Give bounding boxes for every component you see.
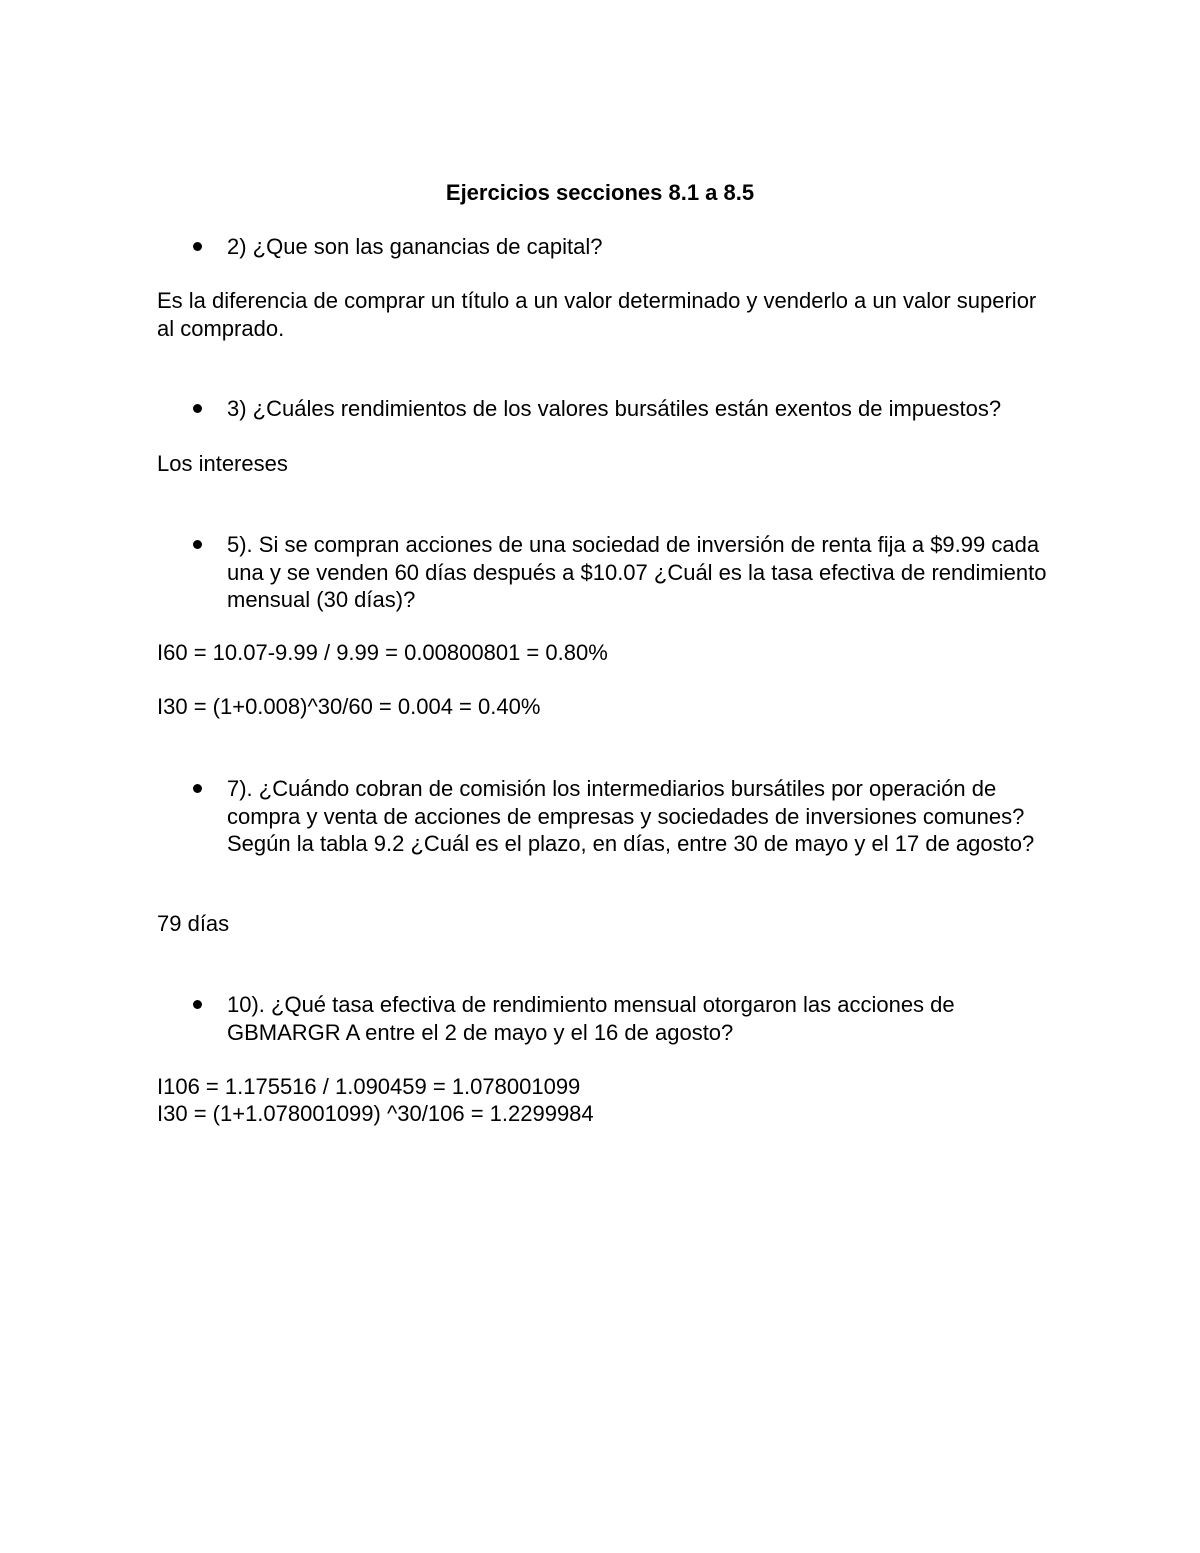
question-2 [190,233,1050,261]
bullet-icon [190,775,204,793]
bullet-icon [190,395,204,413]
question-7 [190,775,1050,858]
bullet-icon [190,531,204,549]
bullet-icon [190,991,204,1009]
question-3 [190,395,1050,423]
answer-10-line-1: I106 = 1.175516 / 1.090459 = 1.078001099 [157,1074,581,1099]
question-text: 7). ¿Cuándo cobran de comisión los intermediarios bursátiles por operación de compra y venta de acciones de empresas y sociedades de inversiones comunes? Según la tabla 9.2 ¿Cuál es el plazo, en días, entre 30 de mayo y el 17 de agosto? [227,776,1035,856]
question-text: 2) ¿Que son las ganancias de capital? [227,234,603,259]
answer-3: Los intereses [157,451,288,476]
question-10 [190,991,1050,1046]
question-text: 10). ¿Qué tasa efectiva de rendimiento mensual otorgaron las acciones de GBMARGR A entre el 2 de mayo y el 16 de agosto? [227,992,955,1045]
question-5 [190,531,1050,614]
answer-7: 79 días [157,911,230,936]
answer-5-line-1: I60 = 10.07-9.99 / 9.99 = 0.00800801 = 0.80% [157,640,608,665]
answer-10-line-2: I30 = (1+1.078001099) ^30/106 = 1.2299984 [157,1101,594,1126]
bullet-icon [190,233,204,251]
question-text: 5). Si se compran acciones de una sociedad de inversión de renta fija a $9.99 cada una y se venden 60 días después a $10.07 ¿Cuál es la tasa efectiva de rendimiento mensual (30 días)? [227,532,1047,612]
answer-2: Es la diferencia de comprar un título a un valor determinado y venderlo a un valor superior al comprado. [157,288,1037,341]
document-title: Ejercicios secciones 8.1 a 8.5 [445,180,755,205]
question-text: 3) ¿Cuáles rendimientos de los valores bursátiles están exentos de impuestos? [227,396,1002,421]
answer-5-line-2: I30 = (1+0.008)^30/60 = 0.004 = 0.40% [157,694,541,719]
